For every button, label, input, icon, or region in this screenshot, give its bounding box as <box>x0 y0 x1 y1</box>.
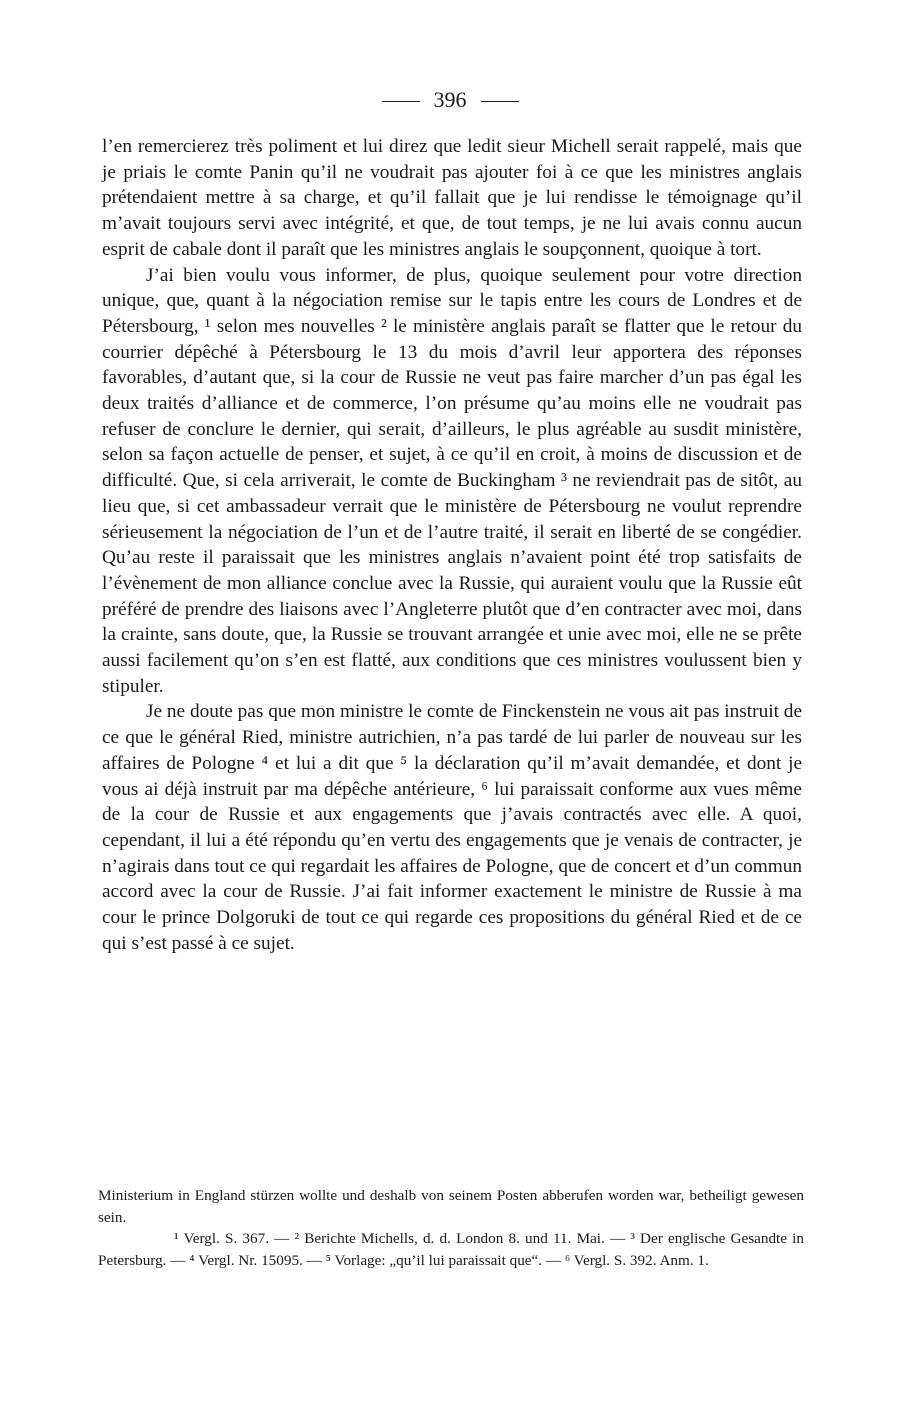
body-text <box>102 134 802 957</box>
paragraph-1: l’en remercierez très poliment et lui direz que ledit sieur Michell serait rappelé, mais que je priais le comte Panin qu’il ne voudrait pas ajouter foi à ce que les ministres anglais prétendaient mettre à sa charge, et qu’il fallait que je lui rendisse le témoignage qu’il m’avait toujours servi avec intégrité, et que, de tout temps, je ne lui avais connu aucun esprit de cabale dont il paraît que les ministres anglais le soupçonnent, quoique à tort. <box>102 136 802 260</box>
header-right-rule <box>481 101 519 102</box>
paragraph-3: Je ne doute pas que mon ministre le comte de Finckenstein ne vous ait pas instruit de ce que le général Ried, ministre autrichien, n’a pas tardé de lui parler de nouveau sur les affaires de Pologne ⁴ et lui a dit que ⁵ la déclaration qu’il m’avait demandée, et dont je vous ai déjà instruit par ma dépêche antérieure, ⁶ lui paraissait conforme aux vues même de la cour de Russie et aux engagements que j’avais contractés avec elle. A quoi, cependant, il lui a été répondu qu’en vertu des engagements que je venais de contracter, je n’agirais dans tout ce qui regardait les affaires de Pologne, que de concert et d’un commun accord avec la cour de Russie. J’ai fait informer exactement le ministre de Russie à ma cour le prince Dolgoruki de tout ce qui regarde ces propositions du général Ried et de ce qui s’est passé à ce sujet. <box>102 701 802 954</box>
paragraph-2: J’ai bien voulu vous informer, de plus, quoique seulement pour votre direction unique, que, quant à la négociation remise sur le tapis entre les cours de Londres et de Pétersbourg, ¹ selon mes nouvelles ² le ministère anglais paraît se flatter que le retour du courrier dépêché à Pétersbourg le 13 du mois d’avril leur apportera des réponses favorables, d’autant que, si la cour de Russie ne veut pas faire marcher d’un pas égal les deux traités d’alliance et de commerce, l’on présume qu’au moins elle ne voudrait pas refuser de conclure le dernier, qui serait, d’ailleurs, le plus agréable au susdit ministère, selon sa façon actuelle de penser, et sujet, à ce qu’il en croit, à moins de discussion et de difficulté. Que, si cela arriverait, le comte de Buckingham ³ ne reviendrait pas de sitôt, au lieu que, si cet ambassadeur verrait que le ministère de Pétersbourg ne voulut reprendre sérieusement la négociation de l’un et de l’autre traité, il serait en liberté de se congédier. Qu’au reste il paraissait que les ministres anglais n’avaient point été trop satisfaits de l’évènement de mon alliance conclue avec la Russie, qui auraient voulu que la Russie eût préféré de prendre des liaisons avec l’Angleterre plutôt que d’en contracter avec moi, dans la crainte, sans doute, que, la Russie se trouvant arrangée et unie avec moi, elle ne se prête aussi facilement qu’on s’en est flatté, aux conditions que ces ministres voulussent bien y stipuler. <box>102 264 802 697</box>
page-header <box>0 86 900 114</box>
footnote-continuation: Ministerium in England stürzen wollte und deshalb von seinem Posten abberufen worden war, betheiligt gewesen sein. <box>98 1187 804 1226</box>
page-number: 396 <box>433 87 467 112</box>
header-left-rule <box>382 101 420 102</box>
footnote-notes: ¹ Vergl. S. 367. — ² Berichte Michells, d. d. London 8. und 11. Mai. — ³ Der englische Gesandte in Petersburg. — ⁴ Vergl. Nr. 15095. — ⁵ Vorlage: „qu’il lui paraissait que“. — ⁶ Vergl. S. 392. Anm. 1. <box>98 1230 804 1269</box>
footnotes <box>98 1185 804 1271</box>
